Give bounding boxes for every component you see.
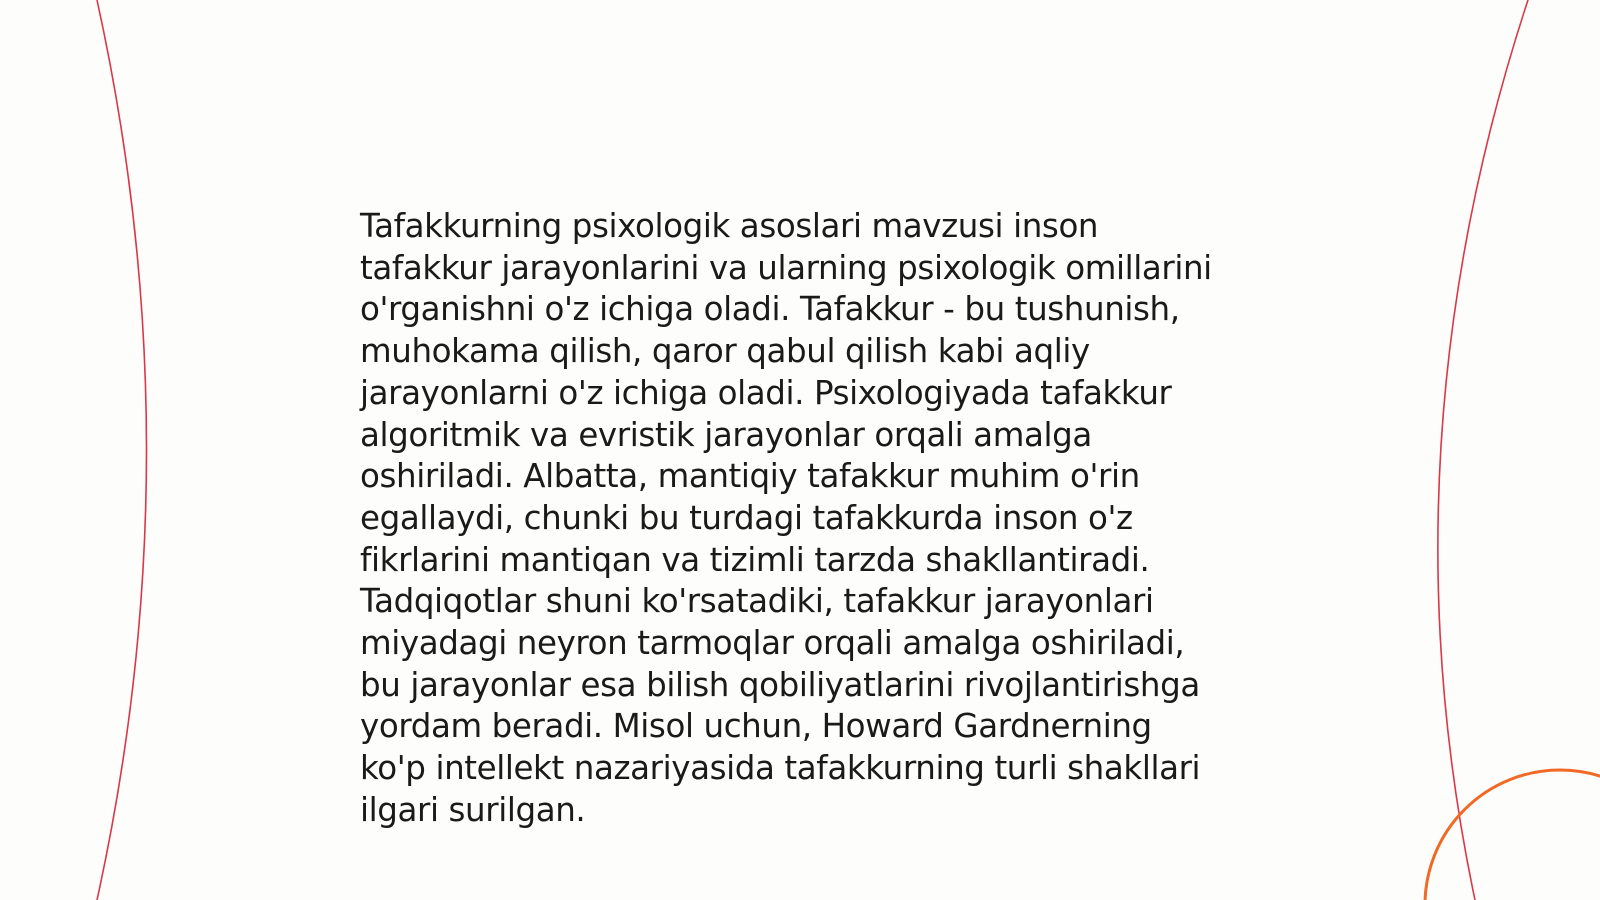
slide-body-text: Tafakkurning psixologik asoslari mavzusi inson tafakkur jarayonlarini va ularning psixologik omillarini o'rganishni o'z ichiga oladi. Tafakkur - bu tushunish, muhokama qilish, qaror qabul qilish kabi aqliy jarayonlarni o'z ichiga oladi. Psixologiyada tafakkur algoritmik va evristik jarayonlar orqali amalga oshiriladi. Albatta, mantiqiy tafakkur muhim o'rin egallaydi, chunki bu turdagi tafakkurda inson o'z fikrlarini mantiqan va tizimli tarzda shakllantiradi. Tadqiqotlar shuni ko'rsatadiki, tafakkur jarayonlari miyadagi neyron tarmoqlar orqali amalga oshiriladi, bu jarayonlar esa bilish qobiliyatlarini rivojlantirishga yordam beradi. Misol uchun, Howard Gardnerning ko'p intellekt nazariyasida tafakkurning turli shakllari ilgari surilgan. — [360, 207, 1212, 829]
orange-circle-outline — [1425, 770, 1600, 900]
right-curve-line — [1438, 0, 1528, 900]
left-curve-line — [97, 0, 147, 900]
